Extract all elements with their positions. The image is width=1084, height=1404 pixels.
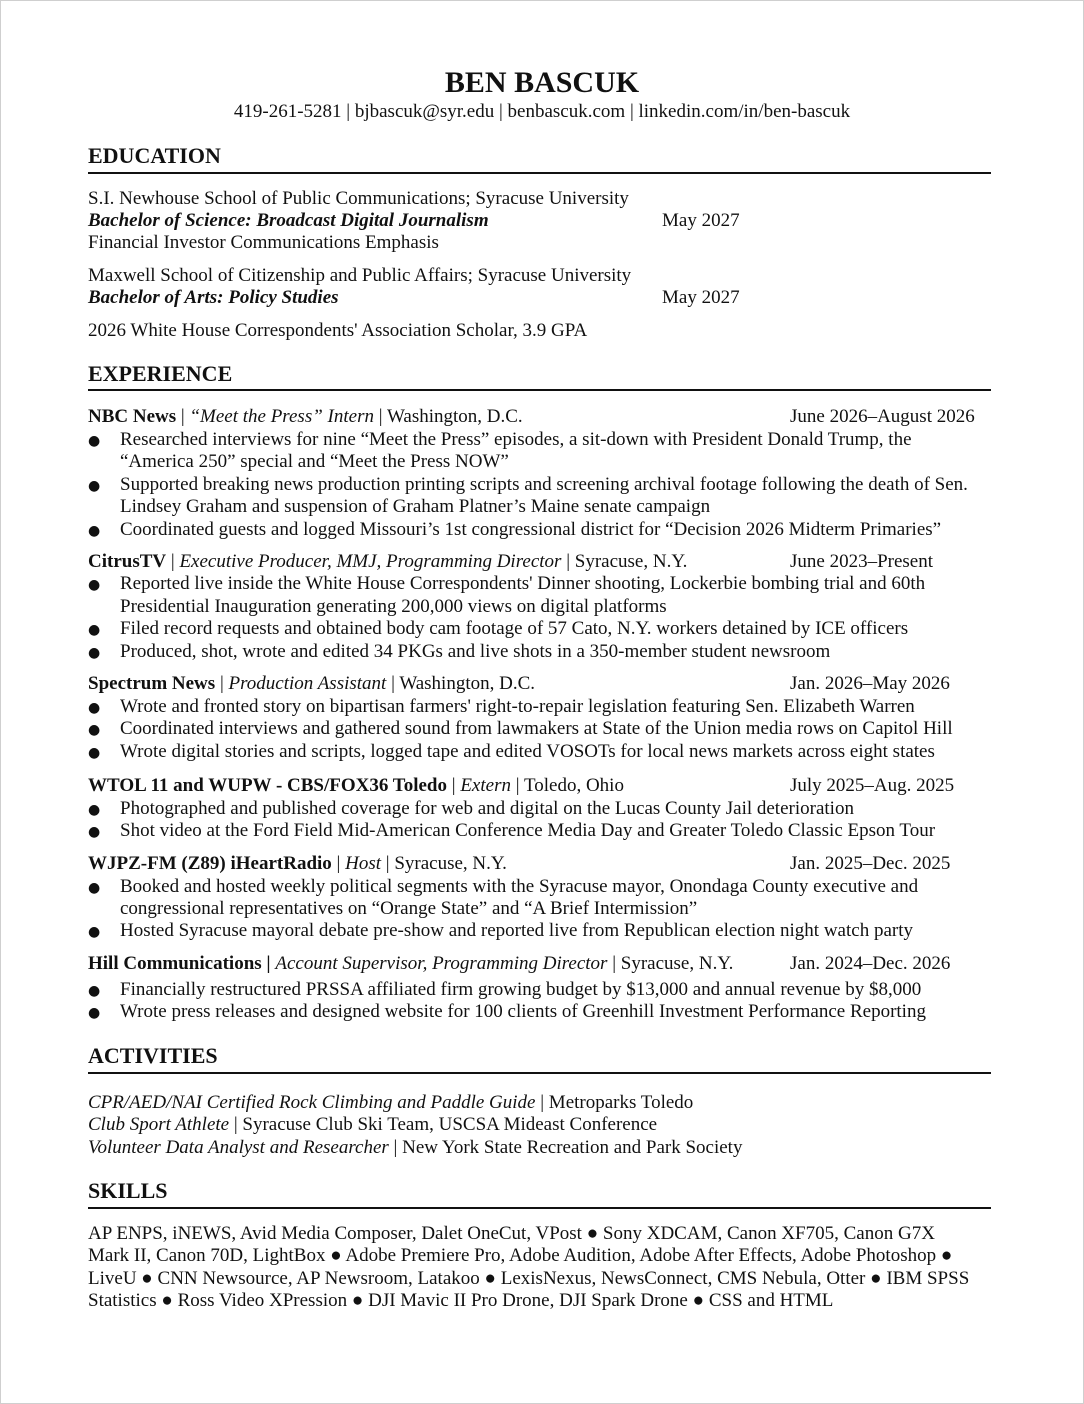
bullet-item: ● Photographed and published coverage for web and digital on the Lucas County Jail deterioration (88, 798, 854, 822)
section-divider (88, 389, 991, 391)
bullet-icon: ● (88, 983, 101, 999)
job-org: NBC News (88, 406, 177, 427)
job-location: Washington, D.C. (399, 673, 536, 694)
skills-line: AP ENPS, iNEWS, Avid Media Composer, Dalet OneCut, VPost ● Sony XDCAM, Canon XF705, Canon G7X (88, 1223, 935, 1244)
bullet-icon: ● (88, 478, 101, 494)
bullet-icon: ● (88, 645, 101, 661)
education-degree: Bachelor of Arts: Policy Studies (88, 287, 339, 308)
section-divider (88, 1072, 991, 1074)
job-role: Host (345, 853, 382, 874)
job-org: WJPZ-FM (Z89) iHeartRadio (88, 853, 332, 874)
bullet-item: ● Supported breaking news production printing scripts and screening archival footage following the death of Sen. (88, 474, 968, 498)
activity-item: Club Sport Athlete | Syracuse Club Ski Team, USCSA Mideast Conference (88, 1114, 658, 1135)
bullet-item: ● Coordinated interviews and gathered sound from lawmakers at State of the Union media rows on Capitol Hill (88, 718, 953, 742)
education-honors: 2026 White House Correspondents' Association Scholar, 3.9 GPA (88, 320, 588, 341)
bullet-icon: ● (88, 880, 101, 896)
bullet-icon: ● (88, 523, 101, 539)
job-date: June 2023–Present (790, 551, 934, 572)
bullet-item: ● Researched interviews for nine “Meet the Press” episodes, a sit-down with President Donald Trump, the (88, 429, 912, 453)
bullet-item: ● Wrote digital stories and scripts, logged tape and edited VOSOTs for local news markets across eight states (88, 741, 935, 765)
education-date: May 2027 (662, 210, 740, 231)
job-heading: WTOL 11 and WUPW - CBS/FOX36 Toledo | Extern | Toledo, Ohio (88, 775, 624, 796)
job-location: Syracuse, N.Y. (394, 853, 507, 874)
bullet-icon: ● (88, 802, 101, 818)
bullet-item: ● Coordinated guests and logged Missouri’s 1st congressional district for “Decision 2026 Midterm Primaries” (88, 519, 941, 543)
job-location: Toledo, Ohio (523, 775, 624, 796)
activity-item: CPR/AED/NAI Certified Rock Climbing and Paddle Guide | Metroparks Toledo (88, 1092, 694, 1113)
job-date: Jan. 2026–May 2026 (790, 673, 950, 694)
job-role: Extern (460, 775, 511, 796)
job-heading: Spectrum News | Production Assistant | Washington, D.C. (88, 673, 536, 694)
activity-org: Syracuse Club Ski Team, USCSA Mideast Conference (242, 1114, 658, 1135)
job-heading: CitrusTV | Executive Producer, MMJ, Programming Director | Syracuse, N.Y. (88, 551, 688, 572)
job-date: Jan. 2024–Dec. 2026 (790, 953, 951, 974)
bullet-icon: ● (88, 1005, 101, 1021)
section-title-experience: EXPERIENCE (88, 361, 233, 386)
job-heading: Hill Communications | Account Supervisor, Programming Director | Syracuse, N.Y. (88, 953, 734, 974)
job-location: Syracuse, N.Y. (574, 551, 688, 572)
skills-line: Mark II, Canon 70D, LightBox ● Adobe Premiere Pro, Adobe Audition, Adobe After Effects, Adobe Photoshop ● (88, 1245, 953, 1266)
job-date: July 2025–Aug. 2025 (790, 775, 955, 796)
bullet-icon: ● (88, 700, 101, 716)
bullet-item: ● Hosted Syracuse mayoral debate pre-show and reported live from Republican election night watch party (88, 920, 913, 944)
job-org: Spectrum News (88, 673, 216, 694)
job-org: Hill Communications | (88, 953, 271, 974)
job-role: Production Assistant (228, 673, 387, 694)
skills-line: Statistics ● Ross Video XPression ● DJI Mavic II Pro Drone, DJI Spark Drone ● CSS and HTML (88, 1290, 834, 1311)
education-degree: Bachelor of Science: Broadcast Digital Journalism (88, 210, 489, 231)
bullet-item: ● Wrote and fronted story on bipartisan farmers' right-to-repair legislation featuring Sen. Elizabeth Warren (88, 696, 915, 720)
education-school: Maxwell School of Citizenship and Public Affairs; Syracuse University (88, 265, 632, 286)
bullet-continuation: “America 250” special and “Meet the Press NOW” (120, 451, 509, 472)
bullet-continuation: Lindsey Graham and suspension of Graham Platner’s Maine senate campaign (120, 496, 711, 517)
section-title-skills: SKILLS (88, 1178, 168, 1203)
section-title-education: EDUCATION (88, 143, 221, 168)
activity-item: Volunteer Data Analyst and Researcher | New York State Recreation and Park Society (88, 1137, 743, 1158)
job-org: CitrusTV (88, 551, 167, 572)
activity-org: New York State Recreation and Park Society (402, 1137, 743, 1158)
job-location: Washington, D.C. (386, 406, 523, 427)
resume-name: BEN BASCUK (444, 66, 640, 99)
bullet-icon: ● (88, 745, 101, 761)
bullet-icon: ● (88, 433, 101, 449)
job-date: Jan. 2025–Dec. 2025 (790, 853, 951, 874)
activity-org: Metroparks Toledo (548, 1092, 694, 1113)
section-divider (88, 172, 991, 174)
bullet-icon: ● (88, 722, 101, 738)
job-org: WTOL 11 and WUPW - CBS/FOX36 Toledo (88, 775, 447, 796)
section-divider (88, 1207, 991, 1209)
bullet-item: ● Produced, shot, wrote and edited 34 PKGs and live shots in a 350-member student newsroom (88, 641, 830, 665)
bullet-item: ● Booked and hosted weekly political segments with the Syracuse mayor, Onondaga County executive and (88, 876, 918, 900)
bullet-item: ● Wrote press releases and designed website for 100 clients of Greenhill Investment Performance Reporting (88, 1001, 926, 1025)
job-role: “Meet the Press” Intern (189, 406, 374, 427)
job-date: June 2026–August 2026 (790, 406, 975, 427)
activity-role: Club Sport Athlete (88, 1114, 230, 1135)
section-title-activities: ACTIVITIES (88, 1043, 218, 1068)
activity-role: Volunteer Data Analyst and Researcher (88, 1137, 389, 1158)
job-role: Account Supervisor, Programming Director (275, 953, 608, 974)
bullet-item: ● Filed record requests and obtained body cam footage of 57 Cato, N.Y. workers detained by ICE officers (88, 618, 908, 642)
skills-line: LiveU ● CNN Newsource, AP Newsroom, Latakoo ● LexisNexus, NewsConnect, CMS Nebula, Otter ● IBM SPSS (88, 1268, 970, 1289)
job-heading: NBC News | “Meet the Press” Intern | Washington, D.C. (88, 406, 523, 427)
bullet-item: ● Reported live inside the White House Correspondents' Dinner shooting, Lockerbie bombing trial and 60th (88, 573, 925, 597)
bullet-continuation: Presidential Inauguration generating 200,000 views on digital platforms (120, 596, 667, 617)
contact-info: 419-261-5281 | bjbascuk@syr.edu | benbascuk.com | linkedin.com/in/ben-bascuk (233, 101, 851, 122)
bullet-item: ● Shot video at the Ford Field Mid-American Conference Media Day and Greater Toledo Classic Epson Tour (88, 820, 935, 844)
job-role: Executive Producer, MMJ, Programming Director (179, 551, 562, 572)
activity-role: CPR/AED/NAI Certified Rock Climbing and Paddle Guide (88, 1092, 536, 1113)
education-emphasis: Financial Investor Communications Emphasis (88, 232, 439, 253)
job-heading: WJPZ-FM (Z89) iHeartRadio | Host | Syracuse, N.Y. (88, 853, 507, 874)
bullet-icon: ● (88, 924, 101, 940)
education-school: S.I. Newhouse School of Public Communications; Syracuse University (88, 188, 629, 209)
bullet-item: ● Financially restructured PRSSA affiliated firm growing budget by $13,000 and annual revenue by $8,000 (88, 979, 921, 1003)
bullet-continuation: congressional representatives on “Orange State” and “A Brief Intermission” (120, 898, 698, 919)
bullet-icon: ● (88, 577, 101, 593)
job-location: Syracuse, N.Y. (620, 953, 734, 974)
bullet-icon: ● (88, 622, 101, 638)
education-date: May 2027 (662, 287, 740, 308)
bullet-icon: ● (88, 824, 101, 840)
